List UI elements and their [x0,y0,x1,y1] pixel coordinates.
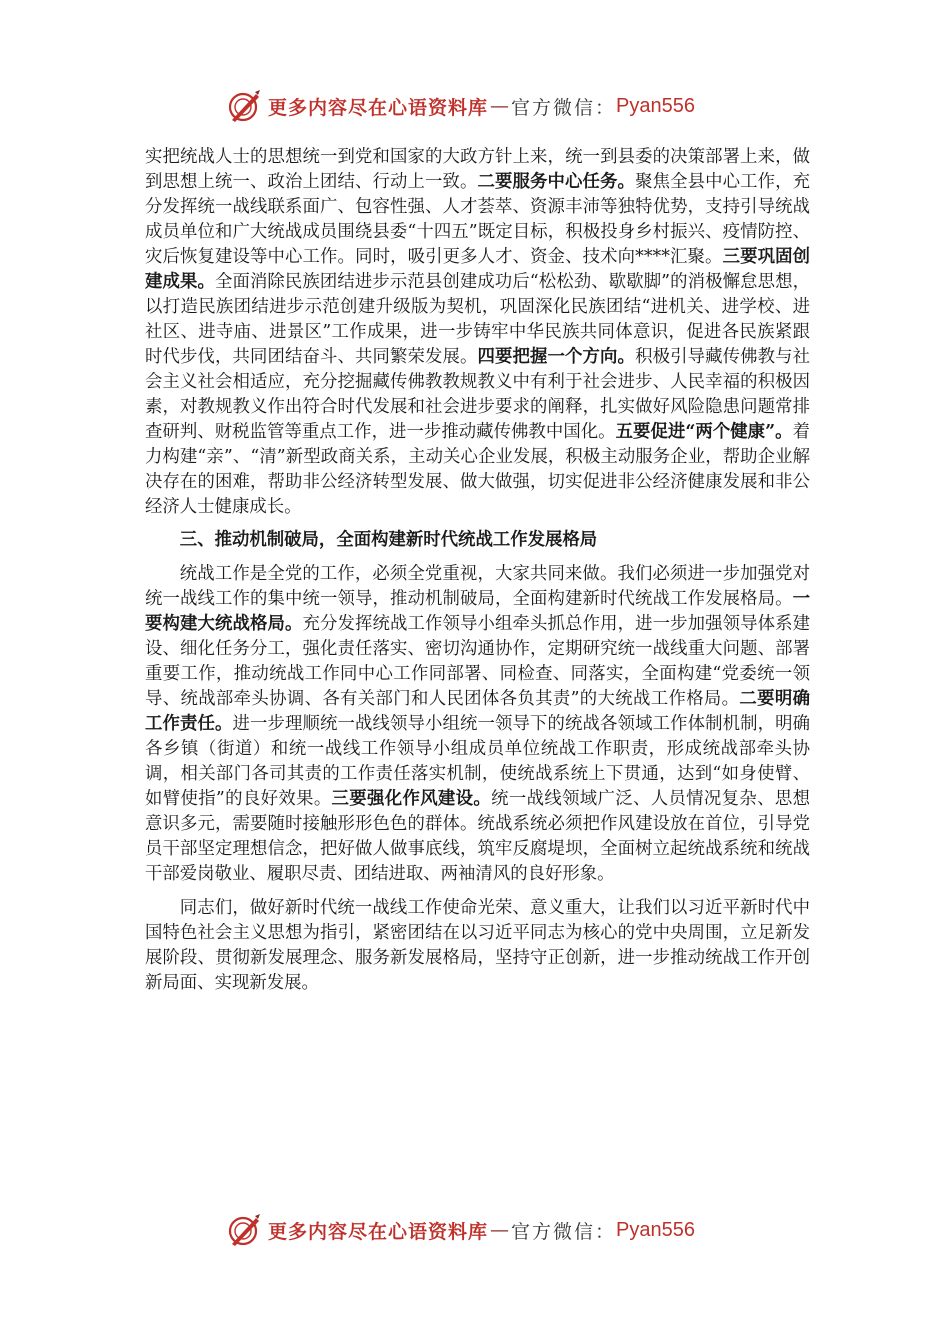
footer-watermark-banner [226,1210,726,1250]
closing-paragraph: 同志们，做好新时代统一战线工作使命光荣、意义重大，让我们以习近平新时代中国特色社会主义思想为指引，紧密团结在以习近平同志为核心的党中央周围，立足新发展阶段、贯彻新发展理念、服务新发展格局，坚持守正创新，进一步推动统战工作开创新局面、实现新发展。 [145,898,810,993]
point-heading: 二要明确工作责任。 [145,689,810,734]
section-heading: 三、推动机制破局，全面构建新时代统战工作发展格局 [179,530,598,550]
paragraph-continuation: 实把统战人士的思想统一到党和国家的大政方针上来，统一到县委的决策部署上来，做到思想上统一、政治上团结、行动上一致。二要服务中心任务。聚焦全县中心工作，充分发挥统一战线联系面广、包容性强、人才荟萃、资源丰沛等独特优势，支持引导统战成员单位和广大统战成员围绕县委“十四五”既定目标，积极投身乡村振兴、疫情防控、灾后恢复建设等中心工作。同时，吸引更多人才、资金、技术向****汇聚。三要巩固创建成果。全面消除民族团结进步示范县创建成功后“松松劲、歇歇脚”的消极懈怠思想，以打造民族团结进步示范创建升级版为契机，巩固深化民族团结“进机关、进学校、进社区、进寺庙、进景区”工作成果，进一步铸牢中华民族共同体意识，促进各民族紧跟时代步伐，共同团结奋斗、共同繁荣发展。四要把握一个方向。积极引导藏传佛教与社会主义社会相适应，充分挖掘藏传佛教教规教义中有利于社会进步、人民幸福的积极因素，对教规教义作出符合时代发展和社会进步要求的阐释，扎实做好风险隐患问题常排查研判、财税监管等重点工作，进一步推动藏传佛教中国化。五要促进“两个健康”。着力构建“亲”、“清”新型政商关系，主动关心企业发展，积极主动服务企业，帮助企业解决存在的困难，帮助非公经济转型发展、做大做强，切实促进非公经济健康发展和非公经济人士健康成长。 [145,147,810,517]
point-heading: 三要巩固创建成果。 [145,247,810,292]
banner-slogan: 更多内容尽在心语资料库 [268,96,489,119]
section-paragraph: 统战工作是全党的工作，必须全党重视，大家共同来做。我们必须进一步加强党对统一战线工作的集中统一领导，推动机制破局，全面构建新时代统战工作发展格局。一要构建大统战格局。充分发挥统战工作领导小组牵头抓总作用，进一步加强领导体系建设、细化任务分工，强化责任落实、密切沟通协作，定期研究统一战线重大问题、部署重要工作，推动统战工作同中心工作同部署、同检查、同落实，全面构建“党委统一领导、统战部牵头协调、各有关部门和人民团体各负其责”的大统战工作格局。二要明确工作责任。进一步理顺统一战线领导小组统一领导下的统战各领域工作体制机制，明确各乡镇（街道）和统一战线工作领导小组成员单位统战工作职责，形成统战部牵头协调，相关部门各司其责的工作责任落实机制，使统战系统上下贯通，达到“如身使臂、如臂使指”的良好效果。三要强化作风建设。统一战线领域广泛、人员情况复杂、思想意识多元，需要随时接触形形色色的群体。统战系统必须把作风建设放在首位，引导党员干部坚定理想信念，把好做人做事底线，筑牢反腐堤坝，全面树立起统战系统和统战干部爱岗敬业、履职尽责、团结进取、两袖清风的良好形象。 [145,564,810,884]
pen-seal-icon [226,88,262,124]
banner-slogan: 更多内容尽在心语资料库 [268,1220,489,1243]
point-heading: 四要把握一个方向。 [477,347,636,367]
banner-separator: — [490,95,510,117]
pen-seal-icon [226,1212,262,1248]
header-watermark-banner [226,86,726,126]
banner-wechat-label: 官方微信： [511,96,617,119]
point-heading: 三要强化作风建设。 [331,789,492,809]
point-heading: 五要促进“两个健康”。 [615,422,793,442]
point-heading: 一要构建大统战格局。 [145,589,810,634]
point-heading: 二要服务中心任务。 [477,172,636,192]
banner-separator: — [490,1219,510,1241]
banner-wechat-label: 官方微信： [511,1220,617,1243]
document-body [145,145,810,996]
banner-wechat-id: Pyan556 [616,94,695,117]
banner-wechat-id: Pyan556 [616,1218,695,1241]
